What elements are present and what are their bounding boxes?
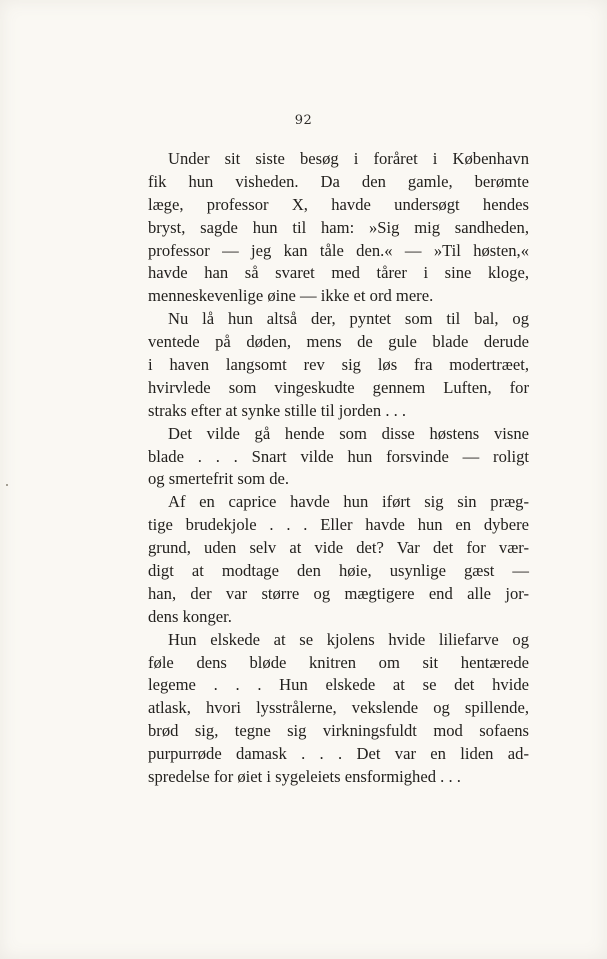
text-line: Nu lå hun altså der, pyntet som til bal, og: [168, 309, 529, 329]
paper-speck: [6, 484, 8, 486]
text-line: spredelse for øiet i sygeleiets ensformighed . . .: [148, 767, 461, 787]
text-line: hvirvlede som vingeskudte gennem Luften, for: [148, 377, 529, 397]
text-line: legeme . . . Hun elskede at se det hvide: [148, 675, 529, 695]
text-line: dens konger.: [148, 606, 232, 626]
text-line: menneskevenlige øine — ikke et ord mere.: [148, 286, 434, 306]
text-line: læge, professor X, havde undersøgt hendes: [148, 194, 529, 214]
text-line: i haven langsomt rev sig løs fra modertræet,: [148, 355, 529, 375]
text-line: Hun elskede at se kjolens hvide liliefarve og: [168, 629, 529, 649]
text-line: Det vilde gå hende som disse høstens visne: [168, 423, 529, 443]
text-line: professor — jeg kan tåle den.« — »Til høsten,«: [148, 240, 529, 260]
page-number: 92: [294, 113, 313, 128]
text-line: tige brudekjole . . . Eller havde hun en dybere: [148, 515, 529, 535]
text-line: bryst, sagde hun til ham: »Sig mig sandheden,: [148, 217, 529, 237]
body-text: [148, 148, 529, 789]
text-line: blade . . . Snart vilde hun forsvinde — roligt: [148, 446, 529, 466]
text-line: Under sit siste besøg i foråret i København: [168, 149, 529, 168]
text-line: han, der var større og mægtigere end alle jor-: [148, 583, 529, 603]
text-line: Af en caprice havde hun iført sig sin præg-: [168, 492, 529, 512]
text-line: purpurrøde damask . . . Det var en liden ad-: [148, 744, 529, 764]
text-line: digt at modtage den høie, usynlige gæst —: [148, 561, 529, 581]
text-line: straks efter at synke stille til jorden . . .: [148, 400, 407, 420]
text-line: brød sig, tegne sig virkningsfuldt mod sofaens: [148, 721, 529, 741]
text-line: og smertefrit som de.: [148, 469, 290, 489]
text-line: fik hun visheden. Da den gamle, berømte: [148, 171, 529, 191]
text-line: grund, uden selv at vide det? Var det for vær-: [148, 538, 529, 558]
text-line: atlask, hvori lysstrålerne, vekslende og spillende,: [148, 698, 529, 718]
text-line: ventede på døden, mens de gule blade derude: [148, 332, 529, 352]
text-line: havde han så svaret med tårer i sine kloge,: [148, 263, 529, 283]
text-line: føle dens bløde knitren om sit hentærede: [148, 652, 529, 672]
